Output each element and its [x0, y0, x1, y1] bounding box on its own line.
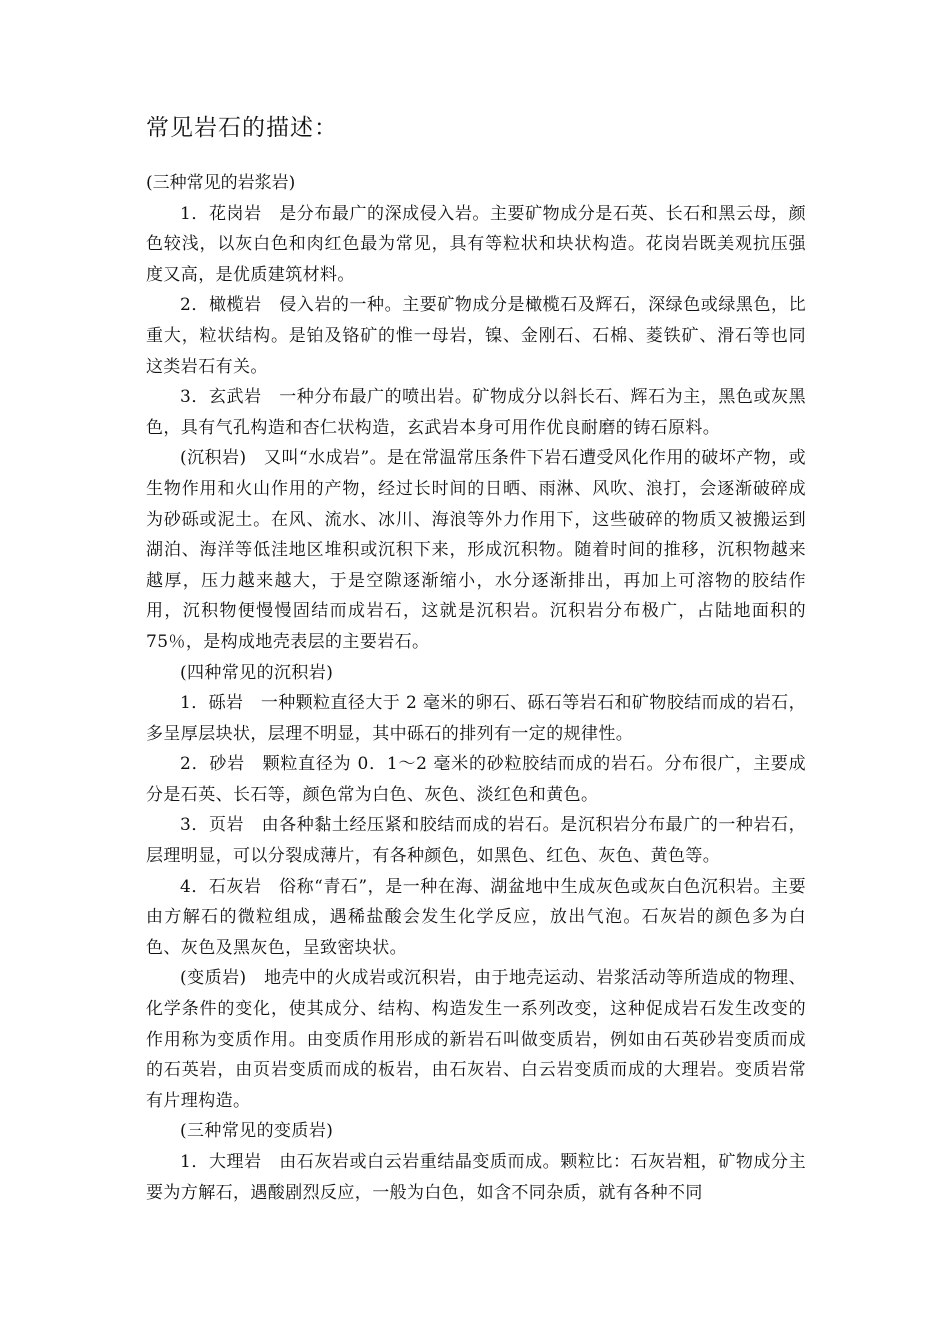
- paragraph-shale: 3．页岩 由各种黏土经压紧和胶结而成的岩石。是沉积岩分布最广的一种岩石，层理明显，可以分裂成薄片，有各种颜色，如黑色、红色、灰色、黄色等。: [146, 815, 806, 867]
- paragraph-marble: 1．大理岩 由石灰岩或白云岩重结晶变质而成。颗粒比：石灰岩粗，矿物成分主要为方解石，遇酸剧烈反应，一般为白色，如含不同杂质，就有各种不同: [146, 1152, 806, 1203]
- document-title: 常见岩石的描述：: [146, 115, 338, 141]
- paragraph-sedimentary-intro: (沉积岩) 又叫“水成岩”。是在常温常压条件下岩石遭受风化作用的破坏产物，或生物作用和火山作用的产物，经过长时间的日晒、雨淋、风吹、浪打，会逐渐破碎成为砂砾或泥土。在风、流水、冰川、海浪等外力作用下，这些破碎的物质又被搬运到湖泊、海洋等低洼地区堆积或沉积下来，形成沉积物。随着时间的推移，沉积物越来越厚，压力越来越大，于是空隙逐渐缩小，水分逐渐排出，再加上可溶物的胶结作用，沉积物便慢慢固结而成岩石，这就是沉积岩。沉积岩分布极广，占陆地面积的 75％，是构成地壳表层的主要岩石。: [146, 448, 806, 652]
- document-page: [146, 112, 806, 1208]
- section-label-sedimentary: (四种常见的沉积岩): [180, 662, 334, 683]
- paragraph-limestone: 4．石灰岩 俗称“青石”，是一种在海、湖盆地中生成灰色或灰白色沉积岩。主要由方解石的微粒组成，遇稀盐酸会发生化学反应，放出气泡。石灰岩的颜色多为白色、灰色及黑灰色，呈致密块状。: [146, 876, 806, 958]
- section-label-metamorphic: (三种常见的变质岩): [180, 1121, 334, 1142]
- paragraph-basalt: 3．玄武岩 一种分布最广的喷出岩。矿物成分以斜长石、辉石为主，黑色或灰黑色，具有气孔构造和杏仁状构造，玄武岩本身可用作优良耐磨的铸石原料。: [146, 387, 806, 438]
- section-label-igneous: (三种常见的岩浆岩): [146, 173, 296, 193]
- paragraph-peridotite: 2．橄榄岩 侵入岩的一种。主要矿物成分是橄榄石及辉石，深绿色或绿黑色，比重大，粒状结构。是铂及铬矿的惟一母岩，镍、金刚石、石棉、菱铁矿、滑石等也同这类岩石有关。: [146, 295, 806, 377]
- paragraph-sandstone: 2．砂岩 颗粒直径为 0．1～2 毫米的砂粒胶结而成的岩石。分布很广，主要成分是石英、长石等，颜色常为白色、灰色、淡红色和黄色。: [146, 754, 806, 805]
- paragraph-granite: 1．花岗岩 是分布最广的深成侵入岩。主要矿物成分是石英、长石和黑云母，颜色较浅，以灰白色和肉红色最为常见，具有等粒状和块状构造。花岗岩既美观抗压强度又高，是优质建筑材料。: [146, 203, 806, 285]
- paragraph-metamorphic-intro: (变质岩) 地壳中的火成岩或沉积岩，由于地壳运动、岩浆活动等所造成的物理、化学条件的变化，使其成分、结构、构造发生一系列改变，这种促成岩石发生改变的作用称为变质作用。由变质作用形成的新岩石叫做变质岩，例如由石英砂岩变质而成的石英岩，由页岩变质而成的板岩，由石灰岩、白云岩变质而成的大理岩。变质岩常有片理构造。: [146, 968, 806, 1111]
- paragraph-conglomerate: 1．砾岩 一种颗粒直径大于 2 毫米的卵石、砾石等岩石和矿物胶结而成的岩石，多呈厚层块状，层理不明显，其中砾石的排列有一定的规律性。: [146, 693, 806, 744]
